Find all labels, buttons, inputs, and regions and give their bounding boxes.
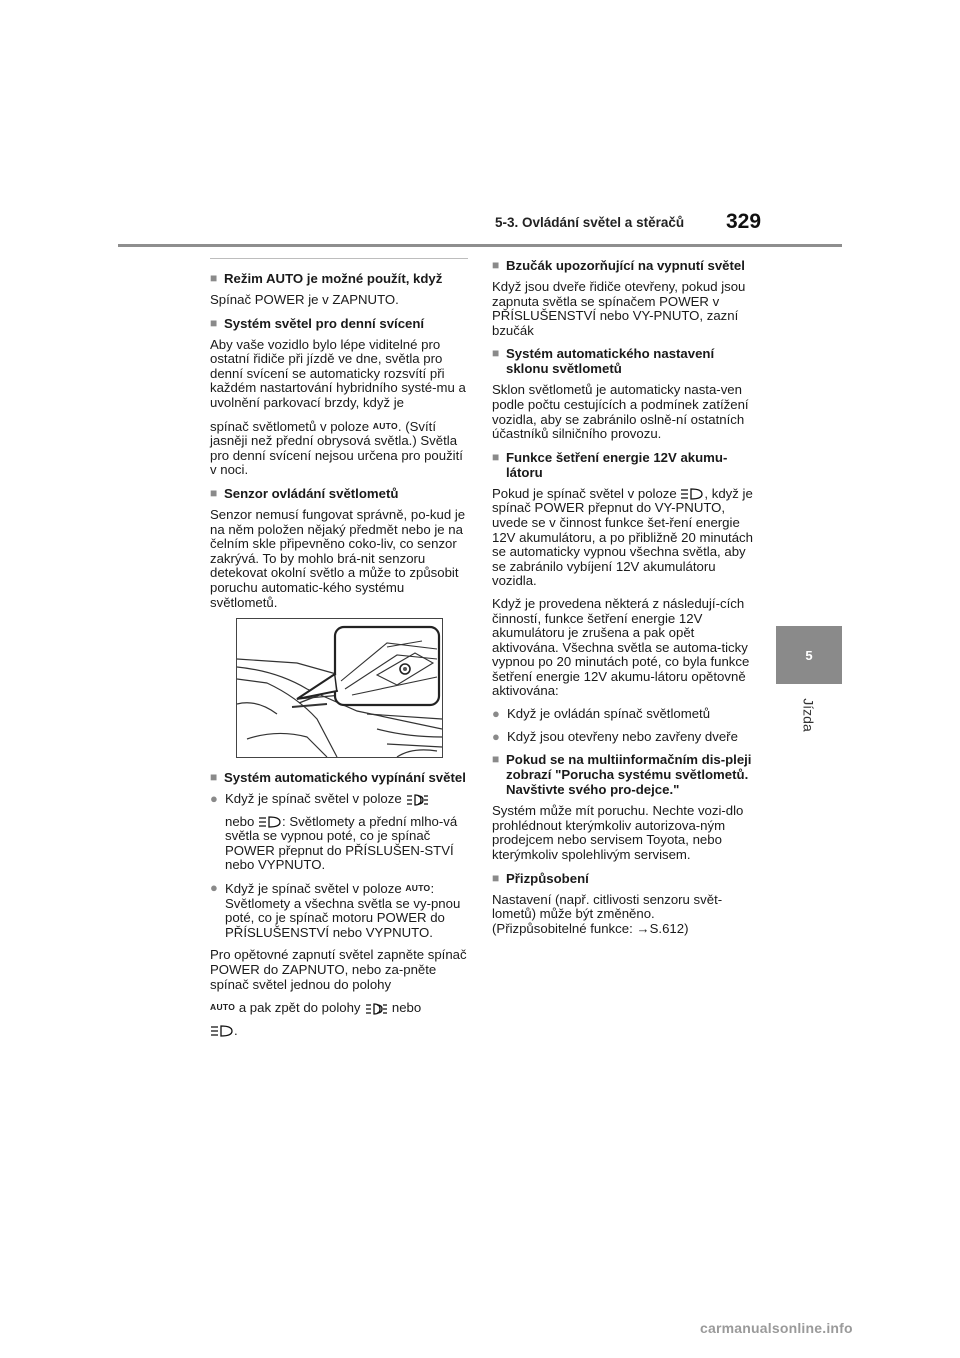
- section-heading: ■ Režim AUTO je možné použít, když: [210, 271, 443, 286]
- headlight-icon: [258, 815, 282, 829]
- section-heading: ■ Systém světel pro denní svícení: [210, 315, 425, 331]
- paragraph: Senzor nemusí fungovat správně, po-kud je na něm položen nějaký předmět nebo je na čelním skle připevněno coko-liv, co senzor zakrývá. To by mohlo brá-nit senzoru detekovat okolní světlo a může to způsobit poruchu automatic-kého systému světlometů.: [210, 506, 466, 610]
- paragraph: nebo : Světlomety a přední mlho-vá světla se vypnou poté, co je spínač POWER přepnut do PŘÍSLUŠEN-STVÍ nebo VYPNUTO.: [225, 813, 458, 873]
- paragraph: .: [210, 1024, 468, 1039]
- square-bullet-icon: ■: [210, 315, 218, 330]
- fog-light-icon: [405, 793, 429, 807]
- left-column: [210, 258, 468, 1046]
- paragraph: Aby vaše vozidlo bylo lépe viditelné pro ostatní řidiče při jízdě ve dne, světla pro denní svícení se automaticky rozsvítí při každém nastartování hybridního systé-mu a uvolnění parkovací brzdy, když je: [210, 336, 466, 410]
- square-bullet-icon: ■: [210, 271, 218, 285]
- square-bullet-icon: ■: [492, 346, 500, 361]
- header-divider: [118, 244, 842, 247]
- section-heading: ■ Pokud se na multiinformačním dis-pleji zobrazí "Porucha systému světlometů. Navštivte svého pro-dejce.": [492, 752, 752, 798]
- chapter-tab[interactable]: 5: [776, 626, 842, 684]
- arrow-icon: →: [636, 920, 650, 936]
- section-heading: ■ Přizpůsobení: [492, 870, 589, 886]
- paragraph: Když jsou dveře řidiče otevřeny, pokud jsou zapnuta světla se spínačem POWER v PŘÍSLUŠENSTVÍ nebo VY-PNUTO, zazní bzučák: [492, 279, 746, 338]
- section-heading: ■ Systém automatického nastavení sklonu světlometů: [492, 346, 715, 377]
- section-heading: ■ Bzučák upozorňující na vypnutí světel: [492, 258, 745, 273]
- square-bullet-icon: ■: [492, 449, 500, 464]
- paragraph: spínač světlometů v poloze AUTO. (Svítí jasněji než přední obrysová světla.) Světla pro denní svícení nejsou určena pro použití v noci.: [210, 418, 463, 478]
- bullet-icon: ●: [492, 728, 500, 744]
- paragraph: Nastavení (např. citlivosti senzoru svět-lometů) může být změněno.: [492, 891, 723, 922]
- dashboard-sensor-drawing: [237, 619, 442, 757]
- paragraph: Když je provedena některá z následují-cích činností, funkce šetření energie 12V akumulátoru je zrušena a pak opět aktivována. Všechna světla se automa-ticky vypnou po 20 minutách poté, co byla funkce šetření energie 12V akumu-látoru opětovně aktivována:: [492, 595, 750, 699]
- chapter-title: Jízda: [801, 698, 817, 732]
- paragraph: Spínač POWER je v ZAPNUTO.: [210, 292, 399, 307]
- paragraph: Systém může mít poruchu. Nechte vozi-dlo prohlédnout kterýmkoliv autorizova-ným prodejcem nebo servisem Toyota, nebo kterýmkoliv spolehlivým servisem.: [492, 803, 744, 863]
- square-bullet-icon: ■: [210, 485, 218, 500]
- square-bullet-icon: ■: [210, 770, 218, 785]
- page-number: 329: [726, 210, 762, 233]
- bullet-item: ● Když je spínač světel v poloze: [210, 792, 468, 807]
- watermark: carmanualsonline.info: [700, 1320, 853, 1336]
- paragraph: Sklon světlometů je automaticky nasta-ven podle počtu cestujících a podmínek zatížení vozidla, aby se zabránilo oslně-ní ostatních účastníků silničního provozu.: [492, 382, 749, 442]
- paragraph: Pokud je spínač světel v poloze , když je spínač POWER přepnut do VY-PNUTO, uvede se v činnost funkce šet-ření energie 12V akumulátoru, a po přibližně 20 minutách se automaticky vypnou všechna světla, aby se zabránilo vybíjení 12V akumulátoru vozidla.: [492, 485, 753, 589]
- paragraph: Pro opětovné zapnutí světel zapněte spínač POWER do ZAPNUTO, nebo za-pněte spínač světel jednou do polohy: [210, 947, 467, 992]
- square-bullet-icon: ■: [492, 752, 500, 767]
- cross-reference[interactable]: (Přizpůsobitelné funkce: →S.612): [492, 920, 689, 936]
- auto-icon: AUTO: [372, 420, 398, 431]
- chapter-label: [782, 690, 836, 740]
- square-bullet-icon: ■: [492, 870, 500, 885]
- right-column: [492, 258, 754, 944]
- sensor-illustration: [236, 618, 443, 758]
- auto-icon: AUTO: [405, 883, 431, 894]
- bullet-item: ● Když jsou otevřeny nebo zavřeny dveře: [492, 728, 738, 744]
- bullet-icon: ●: [210, 880, 218, 896]
- section-heading: ■ Senzor ovládání světlometů: [210, 485, 399, 501]
- auto-icon: AUTO: [210, 1002, 236, 1013]
- bullet-item: ● Když je spínač světel v poloze AUTO: Světlomety a všechna světla se vy-pnou poté, co je spínač motoru POWER do PŘÍSLUŠENSTVÍ nebo VYPNUTO.: [210, 880, 461, 940]
- section-heading: ■ Funkce šetření energie 12V akumu-látoru: [492, 449, 728, 480]
- square-bullet-icon: ■: [492, 258, 500, 272]
- section-title: 5-3. Ovládání světel a stěračů: [495, 215, 685, 230]
- bullet-icon: ●: [210, 791, 218, 807]
- bullet-icon: ●: [492, 706, 500, 722]
- column-divider: [210, 258, 468, 259]
- bullet-item: ● Když je ovládán spínač světlometů: [492, 706, 711, 722]
- paragraph: AUTO a pak zpět do polohy nebo: [210, 1000, 422, 1016]
- headlight-icon: [680, 487, 704, 501]
- section-heading: ■ Systém automatického vypínání světel: [210, 770, 466, 786]
- fog-light-icon: [364, 1002, 388, 1016]
- headlight-icon: [210, 1024, 234, 1038]
